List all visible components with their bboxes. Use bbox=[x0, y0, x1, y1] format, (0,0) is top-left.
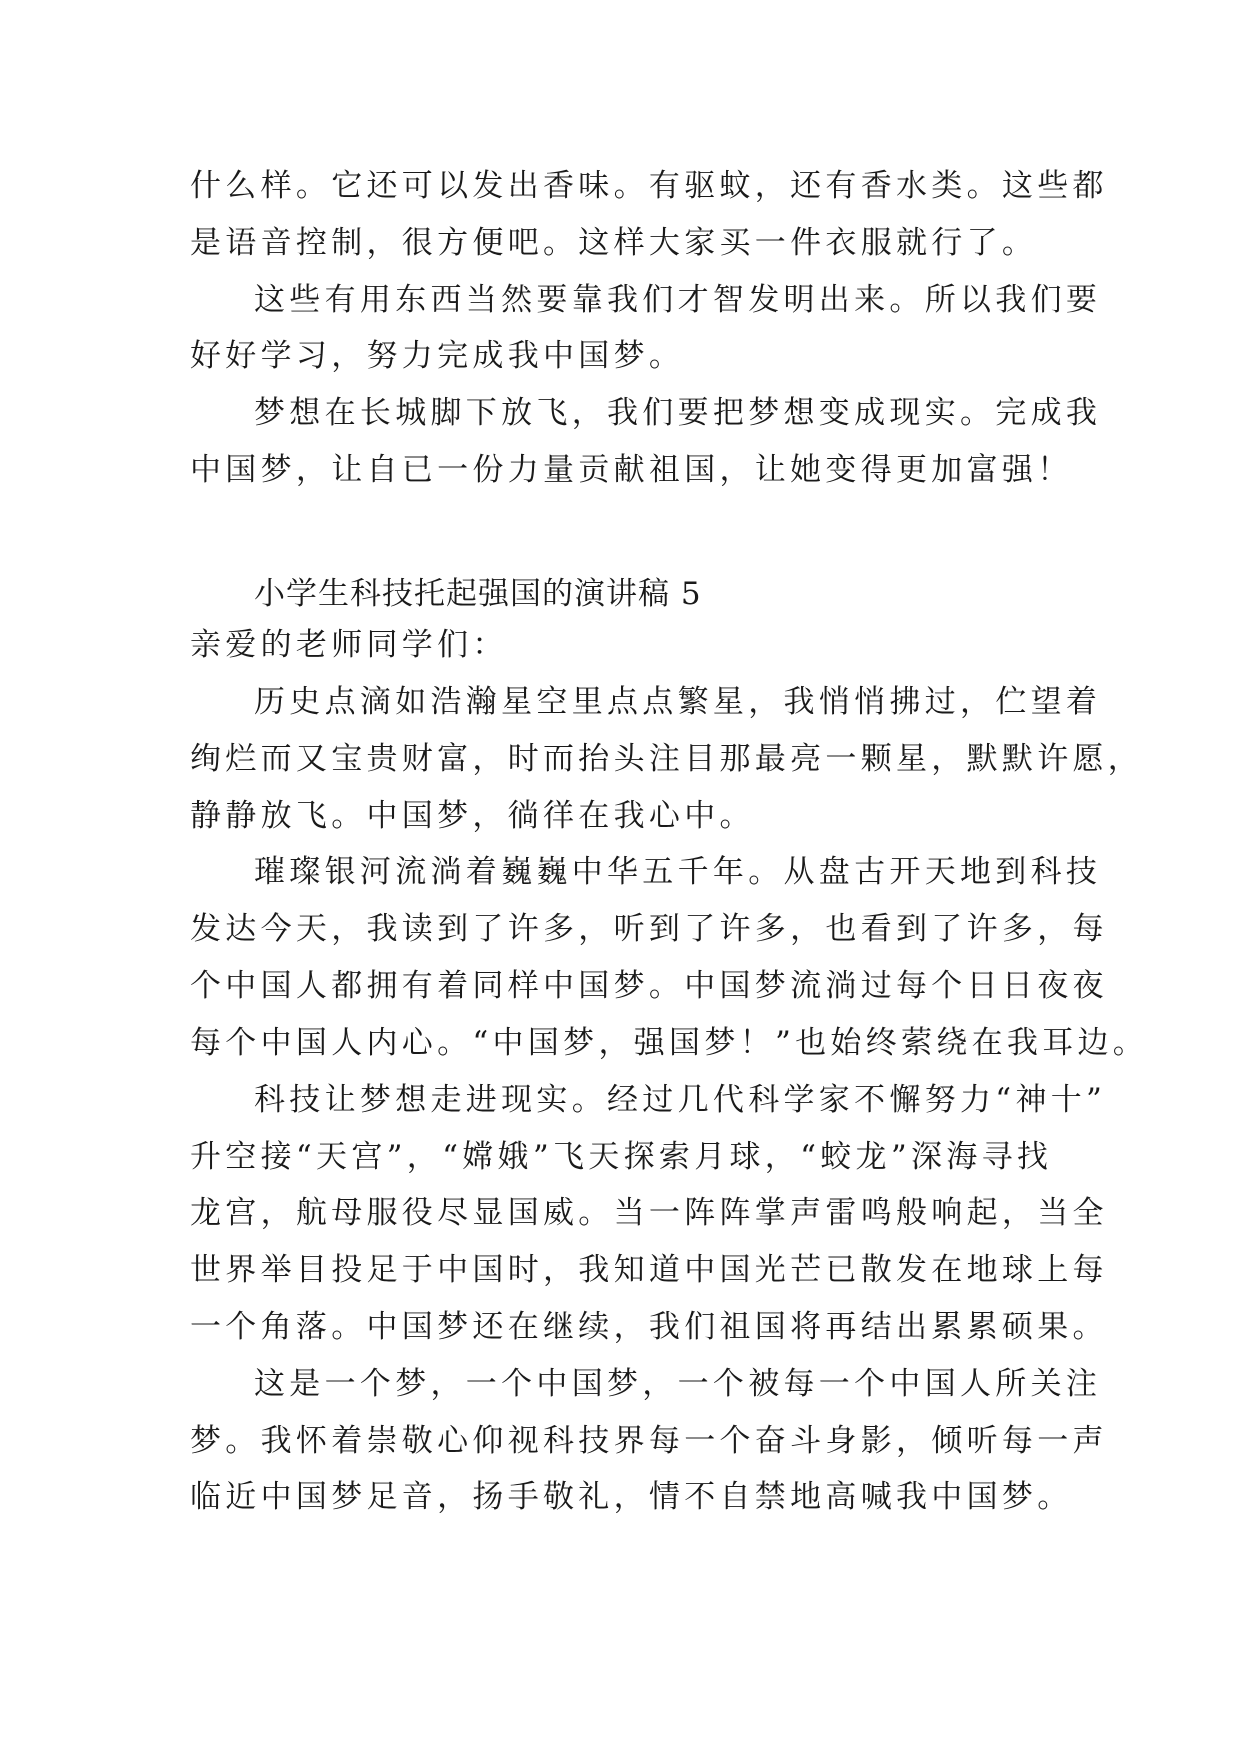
paragraph-line: 好好学习，努力完成我中国梦。 bbox=[190, 338, 685, 374]
paragraph-line: 临近中国梦足音，扬手敬礼，情不自禁地高喊我中国梦。 bbox=[190, 1479, 1073, 1515]
paragraph-line: 中国梦，让自已一份力量贡献祖国，让她变得更加富强！ bbox=[190, 452, 1073, 488]
paragraph-line: 静静放飞。中国梦，徜徉在我心中。 bbox=[190, 798, 755, 834]
paragraph-line: 这些有用东西当然要靠我们才智发明出来。所以我们要 bbox=[254, 282, 1102, 318]
paragraph-line: 一个角落。中国梦还在继续，我们祖国将再结出累累硕果。 bbox=[190, 1309, 1108, 1345]
paragraph-line: 历史点滴如浩瀚星空里点点繁星，我悄悄拂过，伫望着 bbox=[254, 684, 1102, 720]
salutation: 亲爱的老师同学们： bbox=[190, 627, 508, 663]
paragraph-line: 梦。我怀着崇敬心仰视科技界每一个奋斗身影，倾听每一声 bbox=[190, 1423, 1108, 1459]
paragraph-line: 梦想在长城脚下放飞，我们要把梦想变成现实。完成我 bbox=[254, 395, 1102, 431]
paragraph-line: 这是一个梦，一个中国梦，一个被每一个中国人所关注 bbox=[254, 1366, 1102, 1402]
paragraph-line: 个中国人都拥有着同样中国梦。中国梦流淌过每个日日夜夜 bbox=[190, 968, 1108, 1004]
paragraph-line: 龙宫，航母服役尽显国威。当一阵阵掌声雷鸣般响起，当全 bbox=[190, 1195, 1108, 1231]
paragraph-line: 每个中国人内心。“中国梦，强国梦！”也始终萦绕在我耳边。 bbox=[190, 1025, 1149, 1061]
paragraph-line: 发达今天，我读到了许多，听到了许多，也看到了许多，每 bbox=[190, 911, 1108, 947]
paragraph-line: 璀璨银河流淌着巍巍中华五千年。从盘古开天地到科技 bbox=[254, 854, 1102, 890]
paragraph-line: 绚烂而又宝贵财富，时而抬头注目那最亮一颗星，默默许愿， bbox=[190, 741, 1144, 777]
section-title: 小学生科技托起强国的演讲稿 5 bbox=[254, 576, 702, 612]
paragraph-line: 是语音控制，很方便吧。这样大家买一件衣服就行了。 bbox=[190, 225, 1038, 261]
paragraph-line: 世界举目投足于中国时，我知道中国光芒已散发在地球上每 bbox=[190, 1252, 1108, 1288]
paragraph-line: 科技让梦想走进现实。经过几代科学家不懈努力“神十” bbox=[254, 1082, 1107, 1118]
paragraph-line: 什么样。它还可以发出香味。有驱蚊，还有香水类。这些都 bbox=[190, 168, 1108, 204]
paragraph-line: 升空接“天宫”，“嫦娥”飞天探索月球，“蛟龙”深海寻找 bbox=[190, 1139, 1053, 1175]
